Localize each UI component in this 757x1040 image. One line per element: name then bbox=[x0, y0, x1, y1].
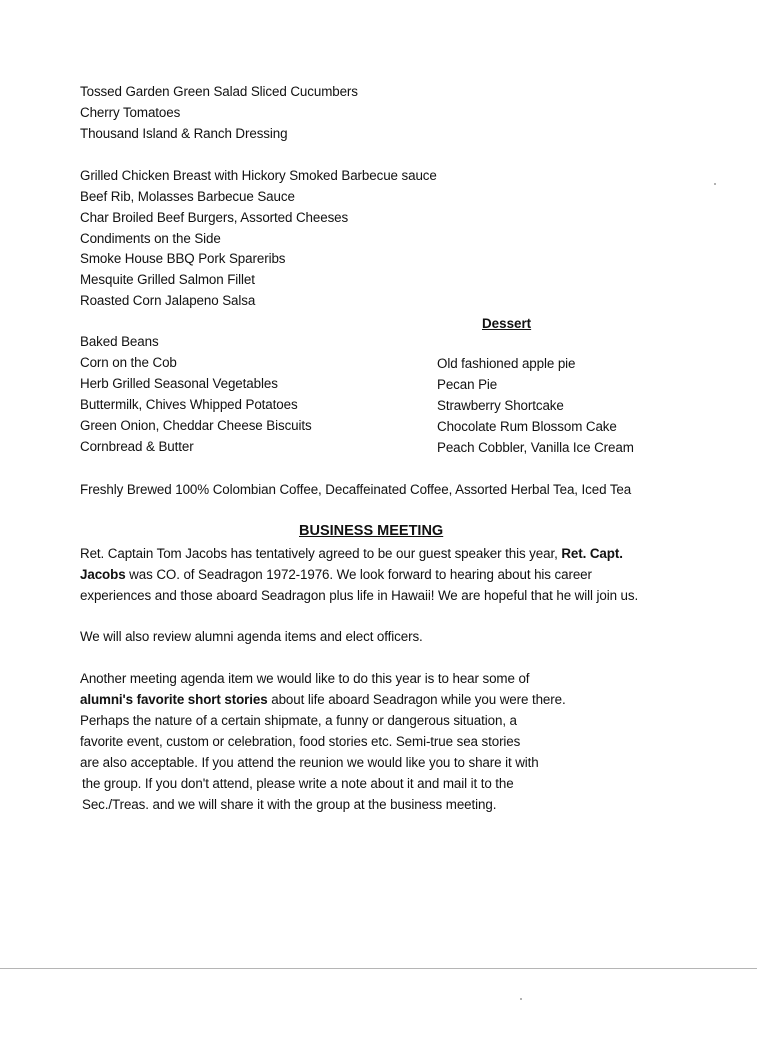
meeting-paragraph-line: favorite event, custom or celebration, food stories etc. Semi-true sea stories bbox=[80, 734, 521, 749]
business-meeting-heading: BUSINESS MEETING bbox=[299, 523, 444, 539]
dessert-item: Strawberry Shortcake bbox=[437, 398, 564, 413]
meeting-paragraph-line bbox=[80, 566, 592, 584]
bold-text-run: alumni's favorite short stories bbox=[80, 692, 268, 707]
scan-edge-line bbox=[0, 968, 757, 969]
dessert-item: Peach Cobbler, Vanilla Ice Cream bbox=[437, 440, 634, 455]
salad-item: Thousand Island & Ranch Dressing bbox=[80, 126, 288, 141]
side-item: Corn on the Cob bbox=[80, 355, 177, 370]
meeting-paragraph-line bbox=[80, 545, 623, 563]
dessert-item: Pecan Pie bbox=[437, 377, 498, 392]
text-run: Ret. Captain Tom Jacobs has tentatively agreed to be our guest speaker this year, bbox=[80, 546, 562, 561]
salad-item: Cherry Tomatoes bbox=[80, 105, 181, 120]
side-item: Cornbread & Butter bbox=[80, 439, 194, 454]
meeting-paragraph-line: Sec./Treas. and we will share it with the group at the business meeting. bbox=[82, 797, 497, 812]
meeting-paragraph-line: Perhaps the nature of a certain shipmate, a funny or dangerous situation, a bbox=[80, 713, 517, 728]
dessert-heading: Dessert bbox=[482, 316, 532, 331]
scan-speck bbox=[520, 998, 522, 1000]
entree-item: Condiments on the Side bbox=[80, 231, 221, 246]
entree-item: Smoke House BBQ Pork Spareribs bbox=[80, 251, 286, 266]
meeting-paragraph-line: We will also review alumni agenda items and elect officers. bbox=[80, 629, 423, 644]
entree-item: Roasted Corn Jalapeno Salsa bbox=[80, 293, 256, 308]
side-item: Buttermilk, Chives Whipped Potatoes bbox=[80, 397, 298, 412]
meeting-paragraph-line: experiences and those aboard Seadragon plus life in Hawaii! We are hopeful that he will join us. bbox=[80, 588, 639, 603]
meeting-paragraph-line bbox=[80, 691, 566, 709]
entree-item: Mesquite Grilled Salmon Fillet bbox=[80, 272, 255, 287]
meeting-paragraph-line: are also acceptable. If you attend the reunion we would like you to share it with bbox=[80, 755, 539, 770]
entree-item: Beef Rib, Molasses Barbecue Sauce bbox=[80, 189, 295, 204]
side-item: Baked Beans bbox=[80, 334, 159, 349]
side-item: Green Onion, Cheddar Cheese Biscuits bbox=[80, 418, 312, 433]
salad-item: Tossed Garden Green Salad Sliced Cucumbers bbox=[80, 84, 358, 99]
bold-text-run: Ret. Capt. bbox=[561, 546, 623, 561]
meeting-paragraph-line: the group. If you don't attend, please write a note about it and mail it to the bbox=[82, 776, 514, 791]
side-item: Herb Grilled Seasonal Vegetables bbox=[80, 376, 278, 391]
bold-text-run: Jacobs bbox=[80, 567, 126, 582]
meeting-paragraph-line: Another meeting agenda item we would like to do this year is to hear some of bbox=[80, 671, 530, 686]
beverages-line: Freshly Brewed 100% Colombian Coffee, Decaffeinated Coffee, Assorted Herbal Tea, Iced Tea bbox=[80, 482, 632, 497]
text-run: was CO. of Seadragon 1972-1976. We look forward to hearing about his career bbox=[125, 567, 592, 582]
dessert-item: Chocolate Rum Blossom Cake bbox=[437, 419, 617, 434]
entree-item: Grilled Chicken Breast with Hickory Smoked Barbecue sauce bbox=[80, 168, 437, 183]
dessert-item: Old fashioned apple pie bbox=[437, 356, 576, 371]
entree-item: Char Broiled Beef Burgers, Assorted Cheeses bbox=[80, 210, 349, 225]
text-run: about life aboard Seadragon while you were there. bbox=[267, 692, 566, 707]
scan-speck bbox=[714, 183, 716, 185]
